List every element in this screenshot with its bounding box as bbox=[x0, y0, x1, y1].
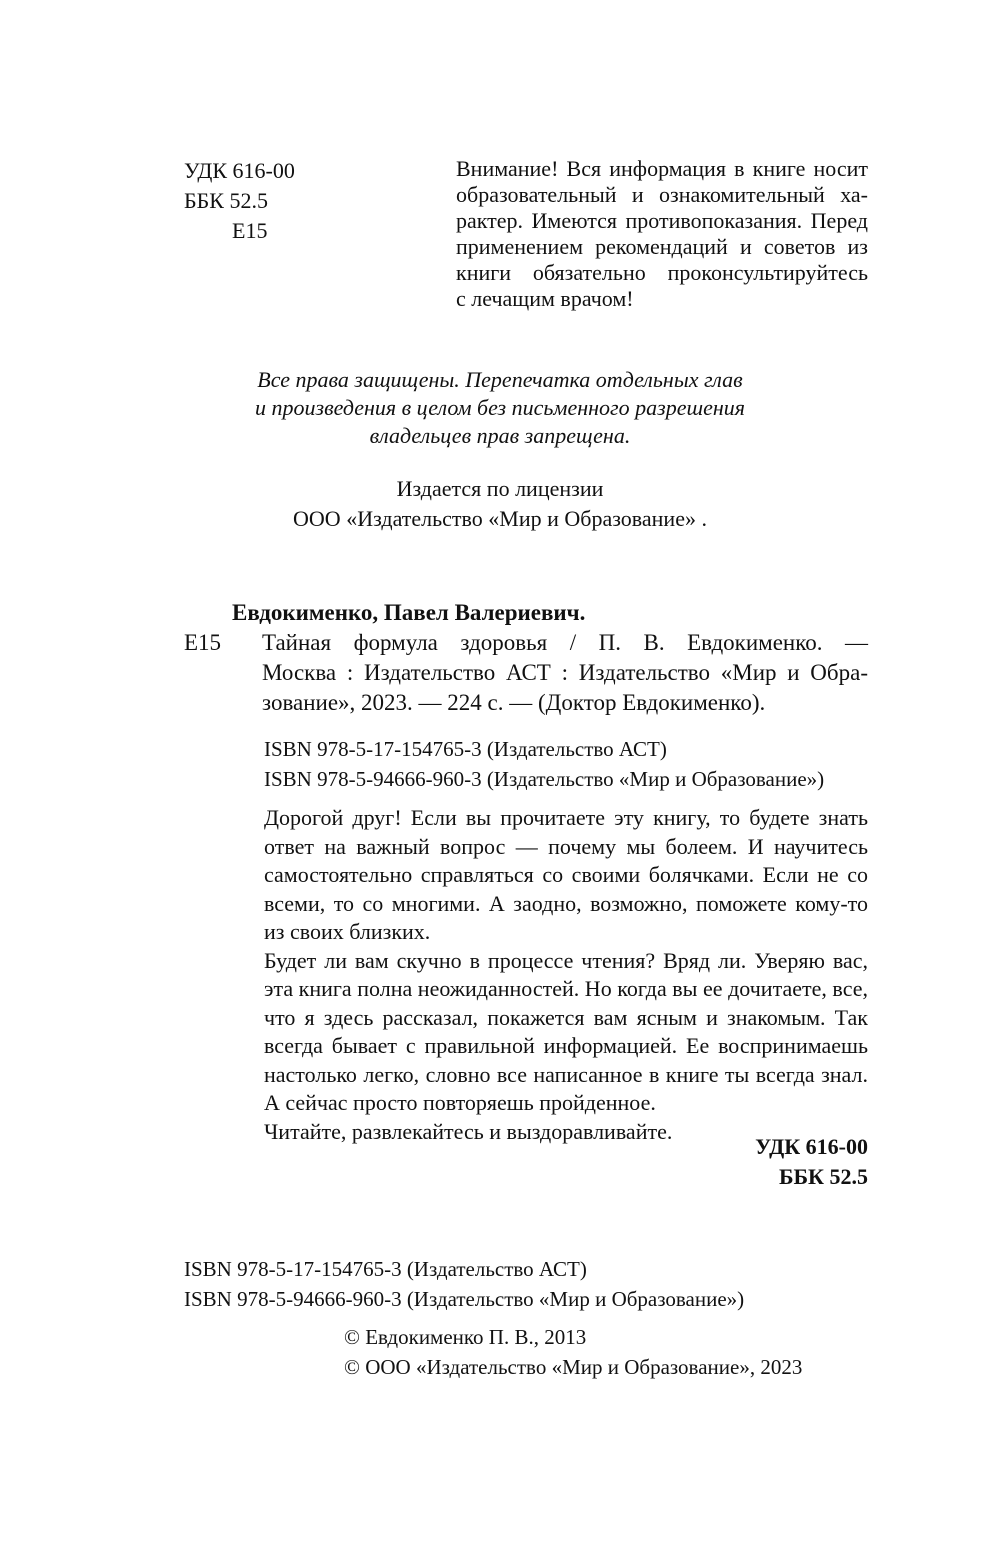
isbn-line: ISBN 978-5-17-154765-3 (Издательство АСТ) bbox=[264, 737, 667, 761]
author-mark: Е15 bbox=[232, 218, 268, 243]
annotation-line: эта книга полна неожиданностей. Но когда вы ее дочитаете, все, bbox=[264, 976, 868, 1001]
isbn-line: ISBN 978-5-17-154765-3 (Издательство АСТ) bbox=[184, 1257, 587, 1281]
classification-top bbox=[184, 156, 295, 246]
record-isbn-list bbox=[264, 734, 824, 794]
warning-line: образовательный и ознакомительный ха- bbox=[456, 182, 868, 207]
copyright-notice bbox=[344, 1322, 802, 1382]
isbn-line: ISBN 978-5-94666-960-3 (Издательство «Мир и Образование») bbox=[184, 1287, 745, 1311]
bbk-code: ББК 52.5 bbox=[184, 188, 268, 213]
isbn-line: ISBN 978-5-94666-960-3 (Издательство «Мир и Образование») bbox=[264, 767, 825, 791]
annotation-line: что я здесь рассказал, покажется вам ясным и знакомым. Так bbox=[264, 1004, 868, 1030]
copyright-line: © Евдокименко П. В., 2013 bbox=[344, 1325, 587, 1349]
copyright-line: © ООО «Издательство «Мир и Образование», 2023 bbox=[344, 1355, 803, 1379]
warning-line: применением рекомендаций и советов из bbox=[456, 234, 868, 259]
record-line: Москва : Издательство АСТ : Издательство «Мир и Обра- bbox=[262, 660, 868, 685]
udk-code: УДК 616-00 bbox=[184, 158, 295, 183]
annotation-line: самостоятельно справляться со своими болячками. Если не со bbox=[264, 862, 868, 887]
catalog-code: Е15 bbox=[184, 630, 222, 655]
annotation-line: Читайте, развлекайтесь и выздоравливайте. bbox=[264, 1118, 673, 1144]
record-line: зование», 2023. — 224 с. — (Доктор Евдокименко). bbox=[262, 690, 766, 715]
bbk-code: ББК 52.5 bbox=[778, 1164, 868, 1189]
classification-bottom bbox=[600, 1132, 868, 1192]
isbn-list bbox=[184, 1254, 744, 1314]
warning-line: рактер. Имеются противопоказания. Перед bbox=[456, 208, 868, 233]
record-line: Тайная формула здоровья / П. В. Евдокименко. — bbox=[262, 630, 868, 655]
medical-warning bbox=[456, 156, 868, 312]
license-notice bbox=[0, 474, 1000, 534]
rights-line: владельцев прав запрещена. bbox=[369, 423, 631, 448]
license-line: ООО «Издательство «Мир и Образование» . bbox=[293, 506, 707, 531]
warning-line: с лечащим врачом! bbox=[456, 286, 634, 311]
rights-line: и произведения в целом без письменного разрешения bbox=[254, 395, 745, 420]
annotation-line: Дорогой друг! Если вы прочитаете эту книгу, то будете знать bbox=[264, 805, 868, 830]
author-heading: Евдокименко, Павел Валериевич. bbox=[232, 600, 586, 625]
license-line: Издается по лицензии bbox=[396, 476, 604, 501]
annotation-line: всегда бывает с правильной информацией. Ее воспринимаешь bbox=[264, 1033, 868, 1058]
rights-line: Все права защищены. Перепечатка отдельных глав bbox=[257, 367, 743, 392]
annotation-line: ответ на важный вопрос — почему мы болеем. И научитесь bbox=[264, 833, 868, 859]
warning-line: Внимание! Вся информация в книге носит bbox=[456, 156, 868, 181]
annotation-line: настолько легко, словно все написанное в книге ты всегда знал. bbox=[264, 1061, 868, 1087]
rights-notice bbox=[0, 366, 1000, 450]
annotation-line: всеми, то со многими. А заодно, возможно, поможете кому-то bbox=[264, 890, 868, 916]
udk-code: УДК 616-00 bbox=[755, 1134, 868, 1159]
annotation-line: Будет ли вам скучно в процессе чтения? Вряд ли. Уверяю вас, bbox=[264, 947, 868, 973]
annotation-line: из своих близких. bbox=[264, 919, 431, 944]
warning-line: книги обязательно проконсультируйтесь bbox=[456, 260, 868, 285]
annotation bbox=[264, 804, 868, 1146]
annotation-line: А сейчас просто повторяешь пройденное. bbox=[264, 1090, 656, 1115]
bibliographic-record bbox=[184, 598, 868, 718]
